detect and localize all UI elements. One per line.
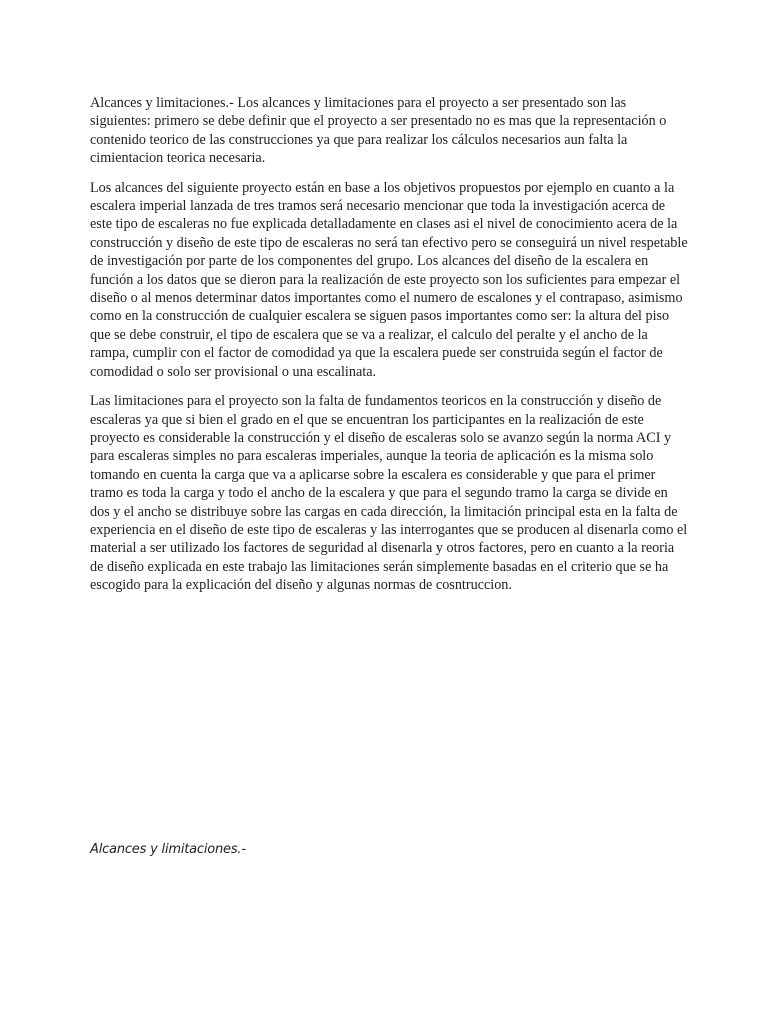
section-heading: Alcances y limitaciones.- <box>90 842 246 857</box>
body-text <box>90 94 688 606</box>
paragraph-limitaciones: Las limitaciones para el proyecto son la falta de fundamentos teoricos en la construcción y diseño de escaleras ya que si bien el grado en el que se encuentran los participantes en la realización de este proyecto es considerable la construcción y el diseño de escaleras solo se avanzo según la norma ACI y para escaleras simples no para escaleras imperiales, aunque la teoria de aplicación es la misma solo tomando en cuenta la carga que va a aplicarse sobre la escalera es considerable y que para el primer tramo es toda la carga y todo el ancho de la escalera y que para el segundo tramo la carga se divide en dos y el ancho se distribuye sobre las cargas en cada dirección, la limitación principal esta en la falta de experiencia en el diseño de este tipo de escaleras y las interrogantes que se producen al disenarla como el material a ser utilizado los factores de seguridad al disenarla y otros factores, pero en cuanto a la reoria de diseño explicada en este trabajo las limitaciones serán simplemente basadas en el criterio que se ha escogido para la explicación del diseño y algunas normas de cosntruccion. <box>90 393 688 594</box>
paragraph-alcances: Los alcances del siguiente proyecto están en base a los objetivos propuestos por ejemplo en cuanto a la escalera imperial lanzada de tres tramos será necesario mencionar que toda la investigación acerca de este tipo de escaleras no fue explicada detalladamente en clases asi el nivel de conocimiento acera de la construcción y diseño de este tipo de escaleras no será tan efectivo pero se conseguirá un nivel respetable de investigación por parte de los componentes del grupo. Los alcances del diseño de la escalera en función a los datos que se dieron para la realización de este proyecto son los suficientes para empezar el diseño o al menos determinar datos importantes como el numero de escalones y el contrapaso, asimismo como en la construcción de cualquier escalera se siguen pasos importantes como ser: la altura del piso que se debe construir, el tipo de escalera que se va a realizar, el calculo del peralte y el ancho de la rampa, cumplir con el factor de comodidad ya que la escalera puede ser construida según el factor de comodidad o solo ser provisional o una escalinata. <box>90 179 688 380</box>
paragraph-intro: Alcances y limitaciones.- Los alcances y limitaciones para el proyecto a ser presentado son las siguientes: primero se debe definir que el proyecto a ser presentado no es mas que la representación o contenido teorico de las construcciones ya que para realizar los cálculos necesarios aun falta la cimientacion teorica necesaria. <box>90 95 667 167</box>
